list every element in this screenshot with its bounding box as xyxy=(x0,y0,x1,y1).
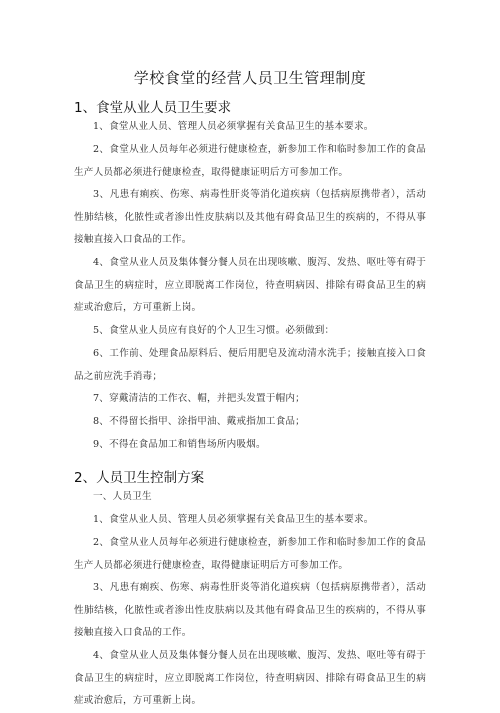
section-1-paragraph-6: 6、工作前、处理食品原料后、便后用肥皂及流动清水洗手；接触直接入口食品之前应洗手消毒； xyxy=(74,348,426,382)
section-2-paragraph-2: 2、食堂从业人员每年必须进行健康检查，新参加工作和临时参加工作的食品生产人员都必须进行健康检查，取得健康证明后方可参加工作。 xyxy=(74,537,426,571)
section-1-heading: 1、食堂从业人员卫生要求 xyxy=(74,100,232,116)
section-2-subheading: 一、人员卫生 xyxy=(93,491,152,502)
section-1-paragraph-4: 4、食堂从业人员及集体餐分餐人员在出现咳嗽、腹泻、发热、呕吐等有碍于食品卫生的病症时，应立即脱离工作岗位，待查明病因、排除有碍食品卫生的病症或治愈后，方可重新上岗。 xyxy=(74,257,426,313)
section-2-paragraph-1: 1、食堂从业人员、管理人员必须掌握有关食品卫生的基本要求。 xyxy=(93,514,374,525)
section-1-paragraph-3: 3、凡患有痢疾、伤寒、病毒性肝炎等消化道疾病（包括病原携带者），活动性肺结核，化脓性或者渗出性皮肤病以及其他有碍食品卫生的疾病的，不得从事接触直接入口食品的工作。 xyxy=(74,189,426,245)
section-1-paragraph-1: 1、食堂从业人员、管理人员必须掌握有关食品卫生的基本要求。 xyxy=(93,121,374,132)
section-2-paragraph-4: 4、食堂从业人员及集体餐分餐人员在出现咳嗽、腹泻、发热、呕吐等有碍于食品卫生的病症时，应立即脱离工作岗位，待查明病因、排除有碍食品卫生的病症或治愈后，方可重新上岗。 xyxy=(74,650,426,706)
section-1-paragraph-9: 9、不得在食品加工和销售场所内吸烟。 xyxy=(93,439,266,450)
section-2-heading: 2、人员卫生控制方案 xyxy=(74,470,205,486)
section-1-paragraph-5: 5、食堂从业人员应有良好的个人卫生习惯。必须做到： xyxy=(93,325,335,336)
section-1-paragraph-8: 8、不得留长指甲、涂指甲油、戴戒指加工食品； xyxy=(93,416,305,427)
section-1-paragraph-7: 7、穿戴清洁的工作衣、帽，并把头发置于帽内； xyxy=(93,393,305,404)
document-title: 学校食堂的经营人员卫生管理制度 xyxy=(133,69,367,87)
section-1-paragraph-2: 2、食堂从业人员每年必须进行健康检查，新参加工作和临时参加工作的食品生产人员都必须进行健康检查，取得健康证明后方可参加工作。 xyxy=(74,144,426,178)
section-2-paragraph-3: 3、凡患有痢疾、伤寒、病毒性肝炎等消化道疾病（包括病原携带者），活动性肺结核，化脓性或者渗出性皮肤病以及其他有碍食品卫生的疾病的，不得从事接触直接入口食品的工作。 xyxy=(74,582,426,638)
